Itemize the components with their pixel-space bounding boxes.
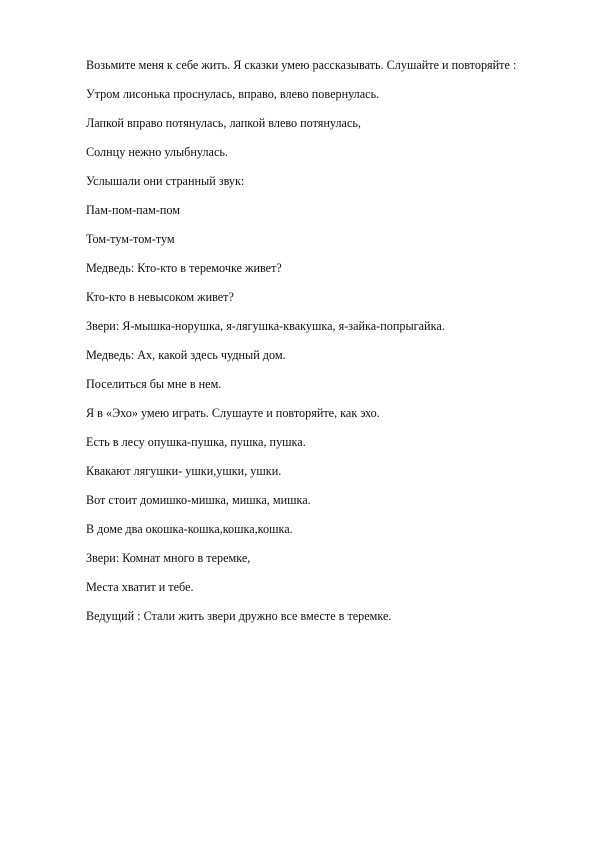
paragraph: Услышали они странный звук: xyxy=(86,174,245,188)
paragraph: Лапкой вправо потянулась, лапкой влево потянулась, xyxy=(86,116,361,130)
paragraph: Звери: Комнат много в теремке, xyxy=(86,551,251,565)
paragraph: Медведь: Кто-кто в теремочке живет? xyxy=(86,261,282,275)
paragraph: Вот стоит домишко-мишка, мишка, мишка. xyxy=(86,493,311,507)
document-body xyxy=(86,58,526,638)
paragraph: Возьмите меня к себе жить. Я сказки умею рассказывать. Слушайте и повторяйте : xyxy=(86,58,517,72)
paragraph: Ведущий : Стали жить звери дружно все вместе в теремке. xyxy=(86,609,392,623)
paragraph: Места хватит и тебе. xyxy=(86,580,194,594)
paragraph: Есть в лесу опушка-пушка, пушка, пушка. xyxy=(86,435,306,449)
paragraph: Медведь: Ах, какой здесь чудный дом. xyxy=(86,348,286,362)
paragraph: Звери: Я-мышка-норушка, я-лягушка-квакушка, я-зайка-попрыгайка. xyxy=(86,319,445,333)
paragraph: Я в «Эхо» умею играть. Слушауте и повторяйте, как эхо. xyxy=(86,406,380,420)
paragraph: Солнцу нежно улыбнулась. xyxy=(86,145,228,159)
paragraph: Квакают лягушки- ушки,ушки, ушки. xyxy=(86,464,282,478)
paragraph: Утром лисонька проснулась, вправо, влево повернулась. xyxy=(86,87,380,101)
paragraph: Пам-пом-пам-пом xyxy=(86,203,180,217)
paragraph: Том-тум-том-тум xyxy=(86,232,175,246)
paragraph: В доме два окошка-кошка,кошка,кошка. xyxy=(86,522,293,536)
paragraph: Кто-кто в невысоком живет? xyxy=(86,290,234,304)
paragraph: Поселиться бы мне в нем. xyxy=(86,377,222,391)
